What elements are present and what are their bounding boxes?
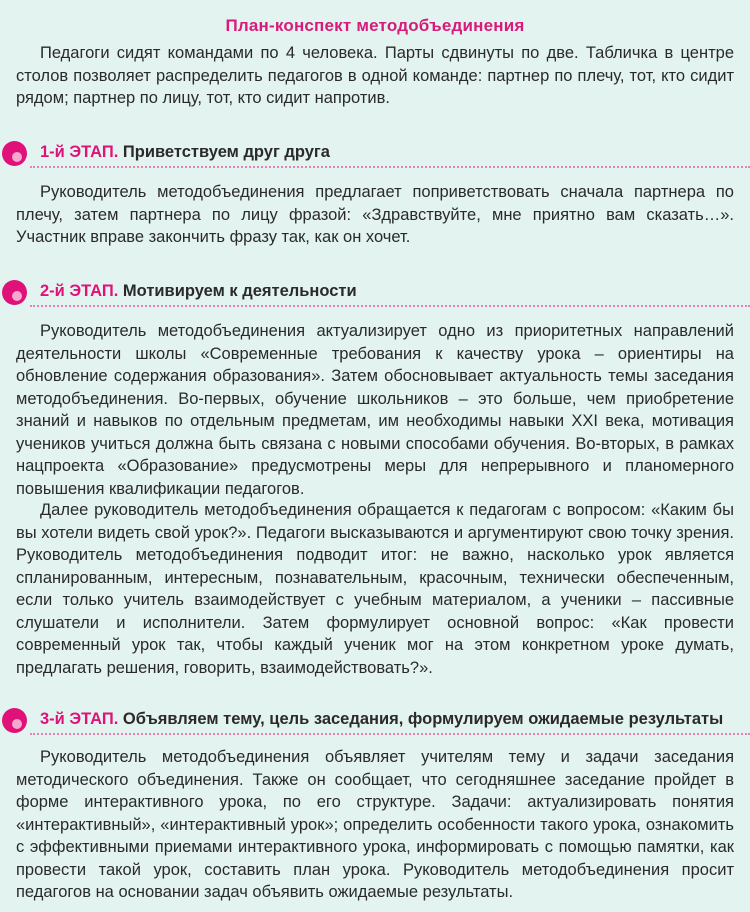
stage-3-name: Объявляем тему, цель заседания, формулируем ожидаемые результаты — [122, 710, 724, 728]
stage-1-paragraph: Руководитель методобъединения предлагает поприветствовать сначала партнера по плечу, затем партнера по лицу фразой: «Здравствуйте, мне приятно вам сказать…». Участник вправе закончить фразу так, как он хочет. — [16, 183, 734, 246]
dotted-divider — [30, 733, 750, 735]
page-title: План-конспект методобъединения — [225, 16, 525, 35]
stage-1-name: Приветствуем друг друга — [122, 143, 330, 161]
bullet-dot-icon — [2, 141, 27, 166]
stage-3-header — [0, 706, 750, 736]
stage-3-paragraph: Руководитель методобъединения объявляет учителям тему и задачи заседания методического объединения. Также он сообщает, что сегодняшнее заседание пройдет в форме интерактивного урока, по его структуре. Задачи: актуализировать понятия «интерактивный», «интерактивный урок»; определить особенности такого урока, ознакомить с эффективными приемами интерактивного урока, информировать с помощью памятки, как провести такой урок, составить план урока. Руководитель методобъединения просит педагогов на основании задач объявить ожидаемые результаты. — [16, 748, 734, 901]
stage-3-heading — [40, 710, 723, 729]
intro-paragraph: Педагоги сидят командами по 4 человека. Парты сдвинуты по две. Табличка в центре столов позволяет распределить педагогов в одной команде: партнер по плечу, тот, кто сидит рядом; партнер по лицу, тот, кто сидит напротив. — [16, 44, 734, 107]
stage-2-heading — [40, 282, 357, 301]
stage-2-number: 2-й ЭТАП. — [40, 282, 119, 300]
dotted-divider — [30, 166, 750, 168]
dotted-divider — [30, 305, 750, 307]
stage-2-paragraph-1: Руководитель методобъединения актуализирует одно из приоритетных направлений деятельности школы «Современные требования к качеству урока – ориентиры на обновление содержания образования». Затем обосновывает актуальность темы заседания методобъединения. Во-первых, обучение школьников – это больше, чем приобретение знаний и навыков по отдельным предметам, им необходимы навыки XXI века, мотивация учеников учиться должна быть связана с новыми способами обучения. Во-вторых, в рамках нацпроекта «Образование» предусмотрены меры для непрерывного и планомерного повышения квалификации педагогов. — [16, 322, 734, 498]
bullet-dot-icon — [2, 280, 27, 305]
stage-1-header — [0, 139, 750, 169]
stage-1-number: 1-й ЭТАП. — [40, 143, 119, 161]
stage-1-heading — [40, 143, 330, 162]
stage-2-paragraph-2: Далее руководитель методобъединения обращается к педагогам с вопросом: «Каким бы вы хотели видеть свой урок?». Педагоги высказываются и аргументируют свою точку зрения. Руководитель методобъединения подводит итог: не важно, насколько урок является спланированным, интересным, познавательным, красочным, технически обеспеченным, если только учитель взаимодействует с учебным материалом, а ученики – пассивные слушатели и исполнители. Затем формулирует основной вопрос: «Как провести современный урок так, чтобы каждый ученик мог на этом конкретном уроке думать, предлагать решения, говорить, взаимодействовать?». — [16, 501, 734, 677]
stage-2-header — [0, 278, 750, 308]
stage-3-number: 3-й ЭТАП. — [40, 710, 119, 728]
stage-2-name: Мотивируем к деятельности — [122, 282, 357, 300]
bullet-dot-icon — [2, 708, 27, 733]
